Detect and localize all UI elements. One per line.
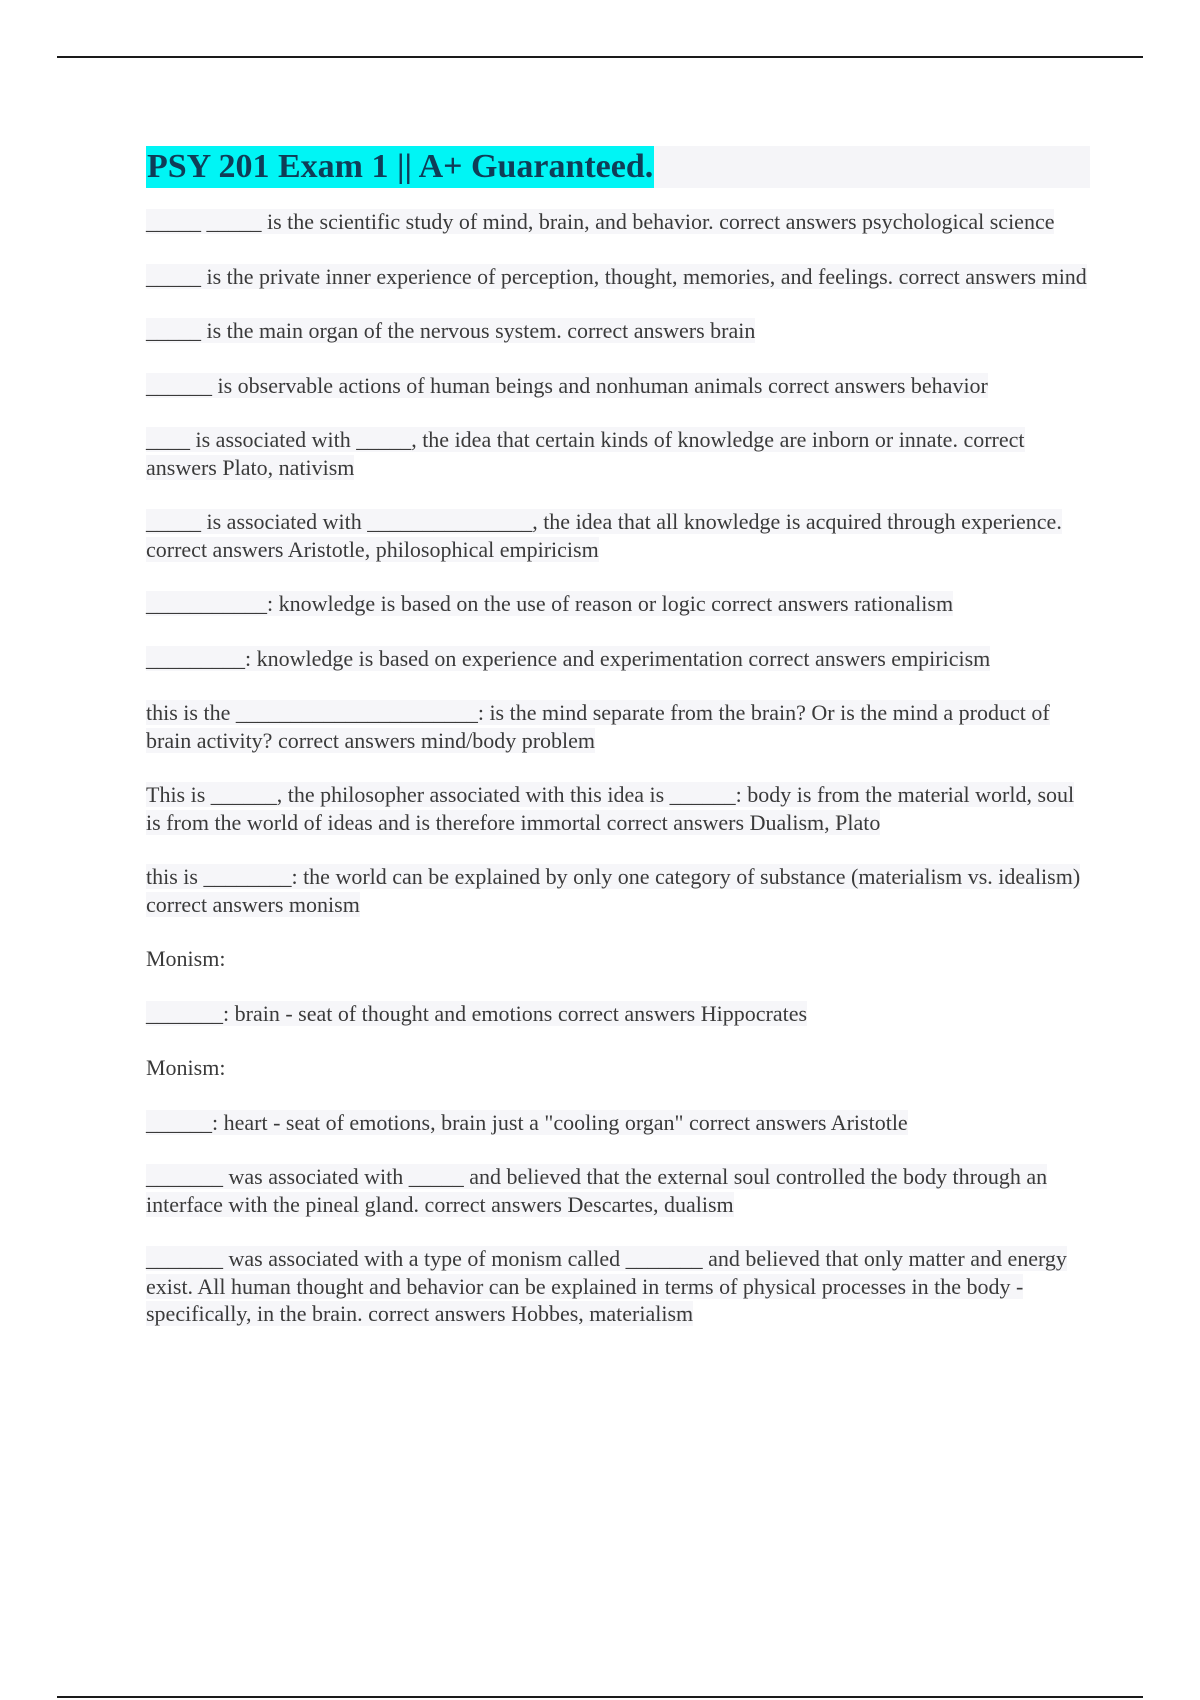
question-paragraph: _____ is associated with _______________, the idea that all knowledge is acquired through experience. correct answers Aristotle, philosophical empiricism <box>146 509 1062 562</box>
question-paragraph: _______ was associated with a type of monism called _______ and believed that only matter and energy exist. All human thought and behavior can be explained in terms of physical processes in the body - specifically, in the brain. correct answers Hobbes, materialism <box>146 1246 1067 1326</box>
question-paragraph: _______ was associated with _____ and believed that the external soul controlled the body through an interface with the pineal gland. correct answers Descartes, dualism <box>146 1164 1048 1217</box>
question-paragraph: this is the ______________________: is the mind separate from the brain? Or is the mind a product of brain activity? correct answers mind/body problem <box>146 700 1050 753</box>
question-paragraph: _________: knowledge is based on experience and experimentation correct answers empiricism <box>146 645 991 671</box>
section-label: Monism: <box>146 946 226 971</box>
question-paragraph: _____ _____ is the scientific study of mind, brain, and behavior. correct answers psychological science <box>146 209 1055 234</box>
document-body <box>146 146 1090 1355</box>
question-paragraph: _____ is the main organ of the nervous system. correct answers brain <box>146 318 756 343</box>
top-rule <box>57 56 1143 58</box>
bottom-rule <box>57 1696 1143 1698</box>
question-paragraph: ___________: knowledge is based on the use of reason or logic correct answers rationalism <box>146 591 954 616</box>
title-band <box>146 146 1090 188</box>
question-paragraph: _____ is the private inner experience of perception, thought, memories, and feelings. correct answers mind <box>146 263 1087 289</box>
question-paragraph: this is ________: the world can be explained by only one category of substance (materialism vs. idealism) correct answers monism <box>146 864 1081 917</box>
question-paragraph: This is ______, the philosopher associated with this idea is ______: body is from the material world, soul is from the world of ideas and is therefore immortal correct answers Dualism, Plato <box>146 782 1075 835</box>
question-paragraph: ______ is observable actions of human beings and nonhuman animals correct answers behavior <box>146 372 988 398</box>
question-paragraph: ____ is associated with _____, the idea that certain kinds of knowledge are inborn or innate. correct answers Plato, nativism <box>146 427 1025 480</box>
question-paragraph: ______: heart - seat of emotions, brain just a "cooling organ" correct answers Aristotle <box>146 1109 908 1135</box>
section-label: Monism: <box>146 1055 226 1080</box>
question-paragraph: _______: brain - seat of thought and emotions correct answers Hippocrates <box>146 1000 808 1026</box>
document-title: PSY 201 Exam 1 || A+ Guaranteed. <box>146 146 654 188</box>
